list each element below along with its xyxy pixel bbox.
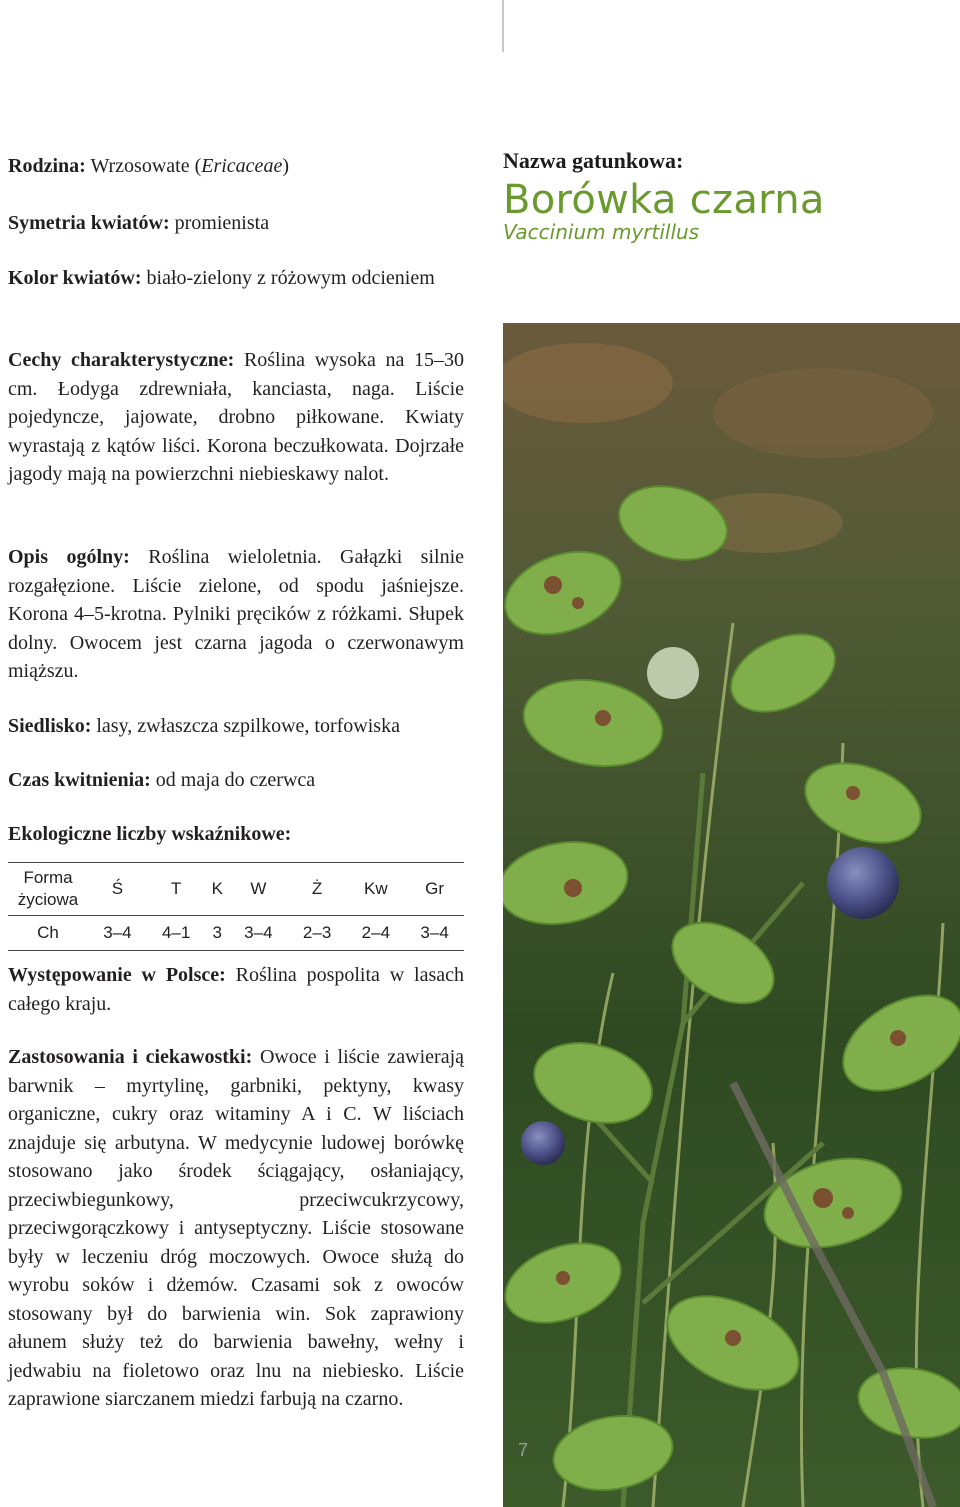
siedlisko-section (8, 712, 464, 741)
rodzina-value-prefix: Wrzosowate ( (90, 155, 202, 177)
zastosowania-section (8, 1043, 464, 1414)
eco-header-cell: Kw (346, 863, 405, 916)
eco-value-cell: 4–1 (147, 916, 206, 951)
opis-section (8, 543, 464, 686)
opis-value: Roślina wieloletnia. Gałązki silnie rozgałęzione. Liście zielone, od spodu jaśniejsze. Korona 4–5-krotna. Pylniki pręcików z różkami. Słupek dolny. Owocem jest czarna jagoda o czerwonawym miąższu. (8, 546, 465, 682)
symetria-section (8, 209, 464, 238)
cechy-label: Cechy charakterystyczne: (8, 349, 235, 371)
berry-icon (827, 847, 899, 919)
cechy-section (8, 346, 464, 489)
cechy-value: Roślina wysoka na 15–30 cm. Łodyga zdrewniała, kanciasta, naga. Liście pojedyncze, jajowate, drobno piłkowane. Kwiaty wyrastają z kątów liści. Korona beczułkowata. Dojrzałe jagody mają na powierzchni niebieskawy nalot. (8, 349, 465, 485)
eco-values-row (8, 916, 464, 951)
eco-header-cell: W (229, 863, 288, 916)
eco-header-cell: Ś (88, 863, 147, 916)
eco-header-cell: T (147, 863, 206, 916)
eco-table (8, 862, 464, 951)
eco-value-cell: 3–4 (405, 916, 464, 951)
eco-value-cell: 3–4 (88, 916, 147, 951)
latin-name: Vaccinium myrtillus (503, 220, 700, 244)
symetria-label: Symetria kwiatów: (8, 212, 170, 234)
plant-photo-illustration (503, 323, 960, 1507)
wystepowanie-value: Roślina pospolita w lasach całego kraju. (8, 964, 465, 1015)
eco-value-cell: 3–4 (229, 916, 288, 951)
kolor-value: biało-zielony z różowym odcieniem (146, 267, 435, 289)
species-header (503, 148, 943, 244)
symetria-value: promienista (174, 212, 270, 234)
eco-header-cell: Forma życiowa (8, 863, 88, 916)
polish-name: Borówka czarna (503, 177, 825, 223)
eco-value-cell: 3 (206, 916, 229, 951)
eco-value-cell: 2–4 (346, 916, 405, 951)
eco-value-cell: 2–3 (288, 916, 347, 951)
eco-value-cell: Ch (8, 916, 88, 951)
siedlisko-label: Siedlisko: (8, 715, 92, 737)
page-number: 7 (518, 1440, 529, 1460)
kolor-section (8, 264, 464, 293)
wystepowanie-section (8, 961, 464, 1018)
siedlisko-value: lasy, zwłaszcza szpilkowe, torfowiska (96, 715, 400, 737)
czas-section (8, 766, 464, 795)
wystepowanie-label: Występowanie w Polsce: (8, 964, 226, 986)
czas-label: Czas kwitnienia: (8, 769, 151, 791)
eko-section (8, 820, 464, 849)
kolor-label: Kolor kwiatów: (8, 267, 142, 289)
eko-label: Ekologiczne liczby wskaźnikowe: (8, 823, 292, 845)
czas-value: od maja do czerwca (155, 769, 316, 791)
eco-header-cell: Gr (405, 863, 464, 916)
top-divider-line (502, 0, 504, 52)
plant-photo (503, 323, 960, 1507)
eco-header-cell: K (206, 863, 229, 916)
species-label: Nazwa gatunkowa: (503, 148, 684, 173)
rodzina-value-suffix: ) (282, 155, 289, 177)
eco-header-cell: Ż (288, 863, 347, 916)
rodzina-section (8, 152, 464, 181)
zastosowania-label: Zastosowania i ciekawostki: (8, 1046, 253, 1068)
rodzina-value-latin: Ericaceae (201, 155, 283, 177)
opis-label: Opis ogólny: (8, 546, 130, 568)
zastosowania-value: Owoce i liście zawierają barwnik – myrtylinę, garbniki, pektyny, kwasy organiczne, cukry oraz witaminy A i C. W liściach znajduje się arbutyna. W medycynie ludowej borówkę stosowano jako środek ściągający, osłaniający, przeciwbiegunkowy, przeciwcukrzycowy, przeciwgorączkowy i antyseptyczny. Liście stosowane były w leczeniu dróg moczowych. Owoce służą do wyrobu soków i dżemów. Czasami sok z owoców stosowany był do barwienia win. Sok zaprawiony ałunem służy też do barwienia bawełny, wełny i jedwabiu na fioletowo oraz lnu na niebiesko. Liście zaprawione siarczanem miedzi farbują na czarno. (8, 1046, 464, 1410)
rodzina-label: Rodzina: (8, 155, 86, 177)
eco-header-row (8, 863, 464, 916)
